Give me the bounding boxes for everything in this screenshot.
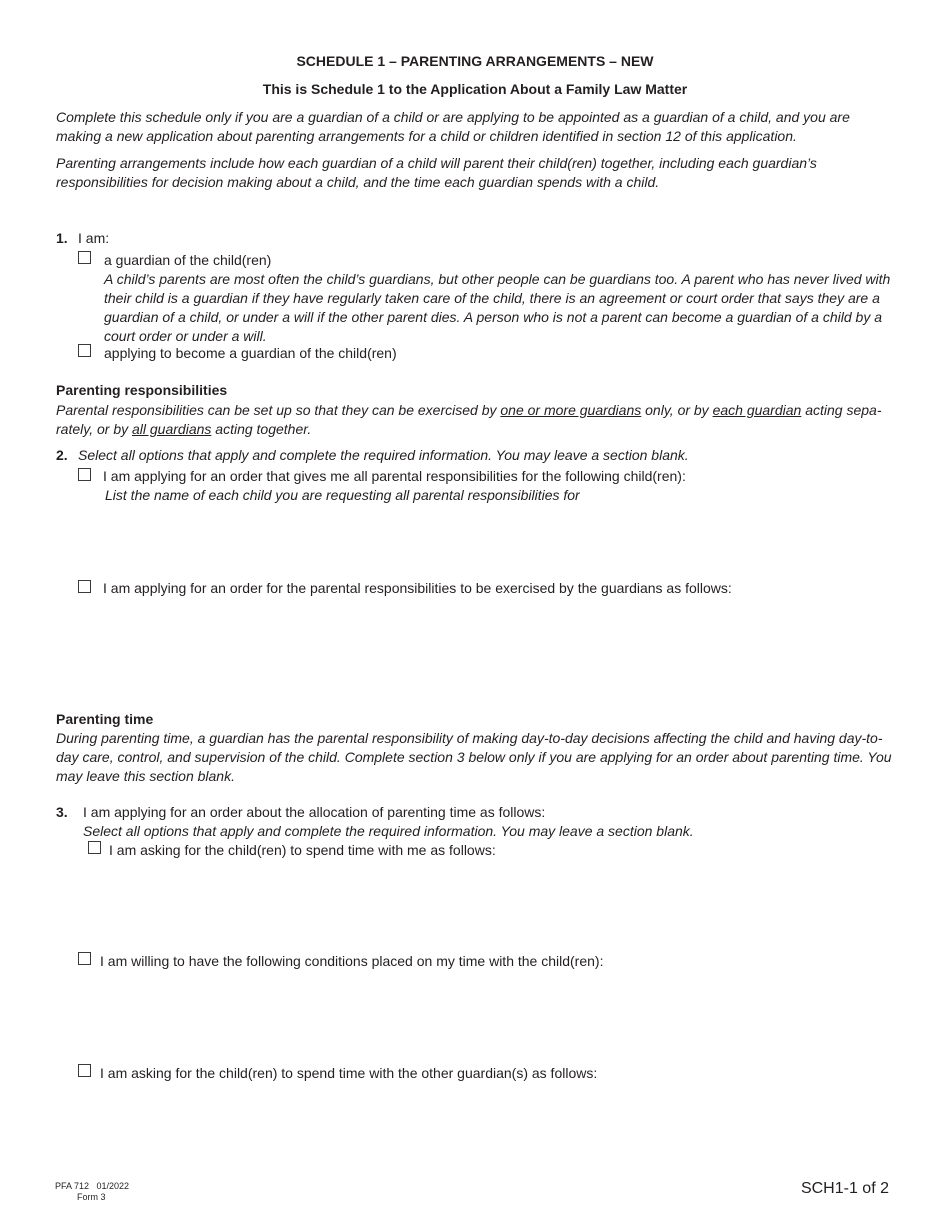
exercised-by-guardians-label: I am applying for an order for the parental responsibilities to be exercised by the guardians as follows: bbox=[103, 580, 732, 596]
guardian-option-label: a guardian of the child(ren) bbox=[104, 252, 272, 268]
section-2-number: 2. bbox=[56, 447, 68, 463]
time-with-me-field[interactable] bbox=[104, 862, 898, 942]
section-1-number: 1. bbox=[56, 230, 68, 246]
exercised-by-guardians-checkbox[interactable] bbox=[78, 580, 91, 593]
page-title: SCHEDULE 1 – PARENTING ARRANGEMENTS – NEW bbox=[296, 53, 654, 69]
all-responsibilities-note: List the name of each child you are requesting all parental responsibilities for bbox=[105, 487, 580, 503]
parenting-time-description: During parenting time, a guardian has the parental responsibility of making day-to-day decisions affecting the child and having day-to-day care, control, and supervision of the child. Complete section 3 below only if you are applying for an order about parenting time. You may leave this section blank. bbox=[56, 730, 892, 784]
guardian-note: A child’s parents are most often the child’s guardians, but other people can be guardians too. A parent who has never lived with their child is a guardian if they have regularly taken care of the child, there is an agreement or court order that says they are a guardian of a child, or under a will if the other parent dies. A person who is not a parent can become a guardian of a child by a court order or under a will. bbox=[104, 271, 891, 344]
all-responsibilities-checkbox[interactable] bbox=[78, 468, 91, 481]
page-number: SCH1-1 of 2 bbox=[800, 1180, 889, 1197]
apply-guardian-checkbox[interactable] bbox=[78, 344, 91, 357]
section-3-instruction: Select all options that apply and complete the required information. You may leave a section blank. bbox=[83, 823, 694, 839]
responsibilities-description: Parental responsibilities can be set up so that they can be exercised by one or more guardians only, or by each guardian acting sepa-rately, or by all guardians acting together. bbox=[56, 402, 882, 437]
all-responsibilities-label: I am applying for an order that gives me all parental responsibilities for the following child(ren): bbox=[103, 468, 686, 484]
form-number: Form 3 bbox=[77, 1192, 106, 1202]
conditions-field[interactable] bbox=[104, 973, 898, 1053]
intro-paragraph-1: Complete this schedule only if you are a guardian of a child or are applying to be appointed as a guardian of a child, and you are making a new application about parenting arrangements for a child or children identified in section 12 of this application. bbox=[56, 109, 850, 144]
time-with-other-guardian-label: I am asking for the child(ren) to spend time with the other guardian(s) as follows: bbox=[100, 1065, 598, 1081]
time-with-other-guardian-checkbox[interactable] bbox=[78, 1064, 91, 1077]
conditions-label: I am willing to have the following conditions placed on my time with the child(ren): bbox=[100, 953, 604, 969]
parenting-time-heading: Parenting time bbox=[56, 711, 154, 727]
section-2-instruction: Select all options that apply and complete the required information. You may leave a section blank. bbox=[78, 447, 689, 463]
section-3-label: I am applying for an order about the allocation of parenting time as follows: bbox=[83, 804, 546, 820]
section-3-number: 3. bbox=[56, 804, 68, 820]
guardians-arrangement-field[interactable] bbox=[104, 600, 898, 695]
section-1-label: I am: bbox=[78, 230, 110, 246]
time-with-me-label: I am asking for the child(ren) to spend time with me as follows: bbox=[109, 842, 496, 858]
time-with-me-checkbox[interactable] bbox=[88, 841, 101, 854]
child-names-field[interactable] bbox=[104, 506, 898, 566]
form-code: PFA 712 01/2022 bbox=[55, 1181, 130, 1191]
responsibilities-heading: Parenting responsibilities bbox=[56, 382, 228, 398]
page-subtitle: This is Schedule 1 to the Application About a Family Law Matter bbox=[262, 81, 688, 97]
intro-paragraph-2: Parenting arrangements include how each guardian of a child will parent their child(ren) together, including each guardian’s responsibilities for decision making about a child, and the time each guardian spends with a child. bbox=[56, 155, 817, 190]
guardian-checkbox[interactable] bbox=[78, 251, 91, 264]
time-with-other-guardian-field[interactable] bbox=[104, 1085, 898, 1165]
conditions-checkbox[interactable] bbox=[78, 952, 91, 965]
apply-guardian-option-label: applying to become a guardian of the child(ren) bbox=[104, 345, 397, 361]
